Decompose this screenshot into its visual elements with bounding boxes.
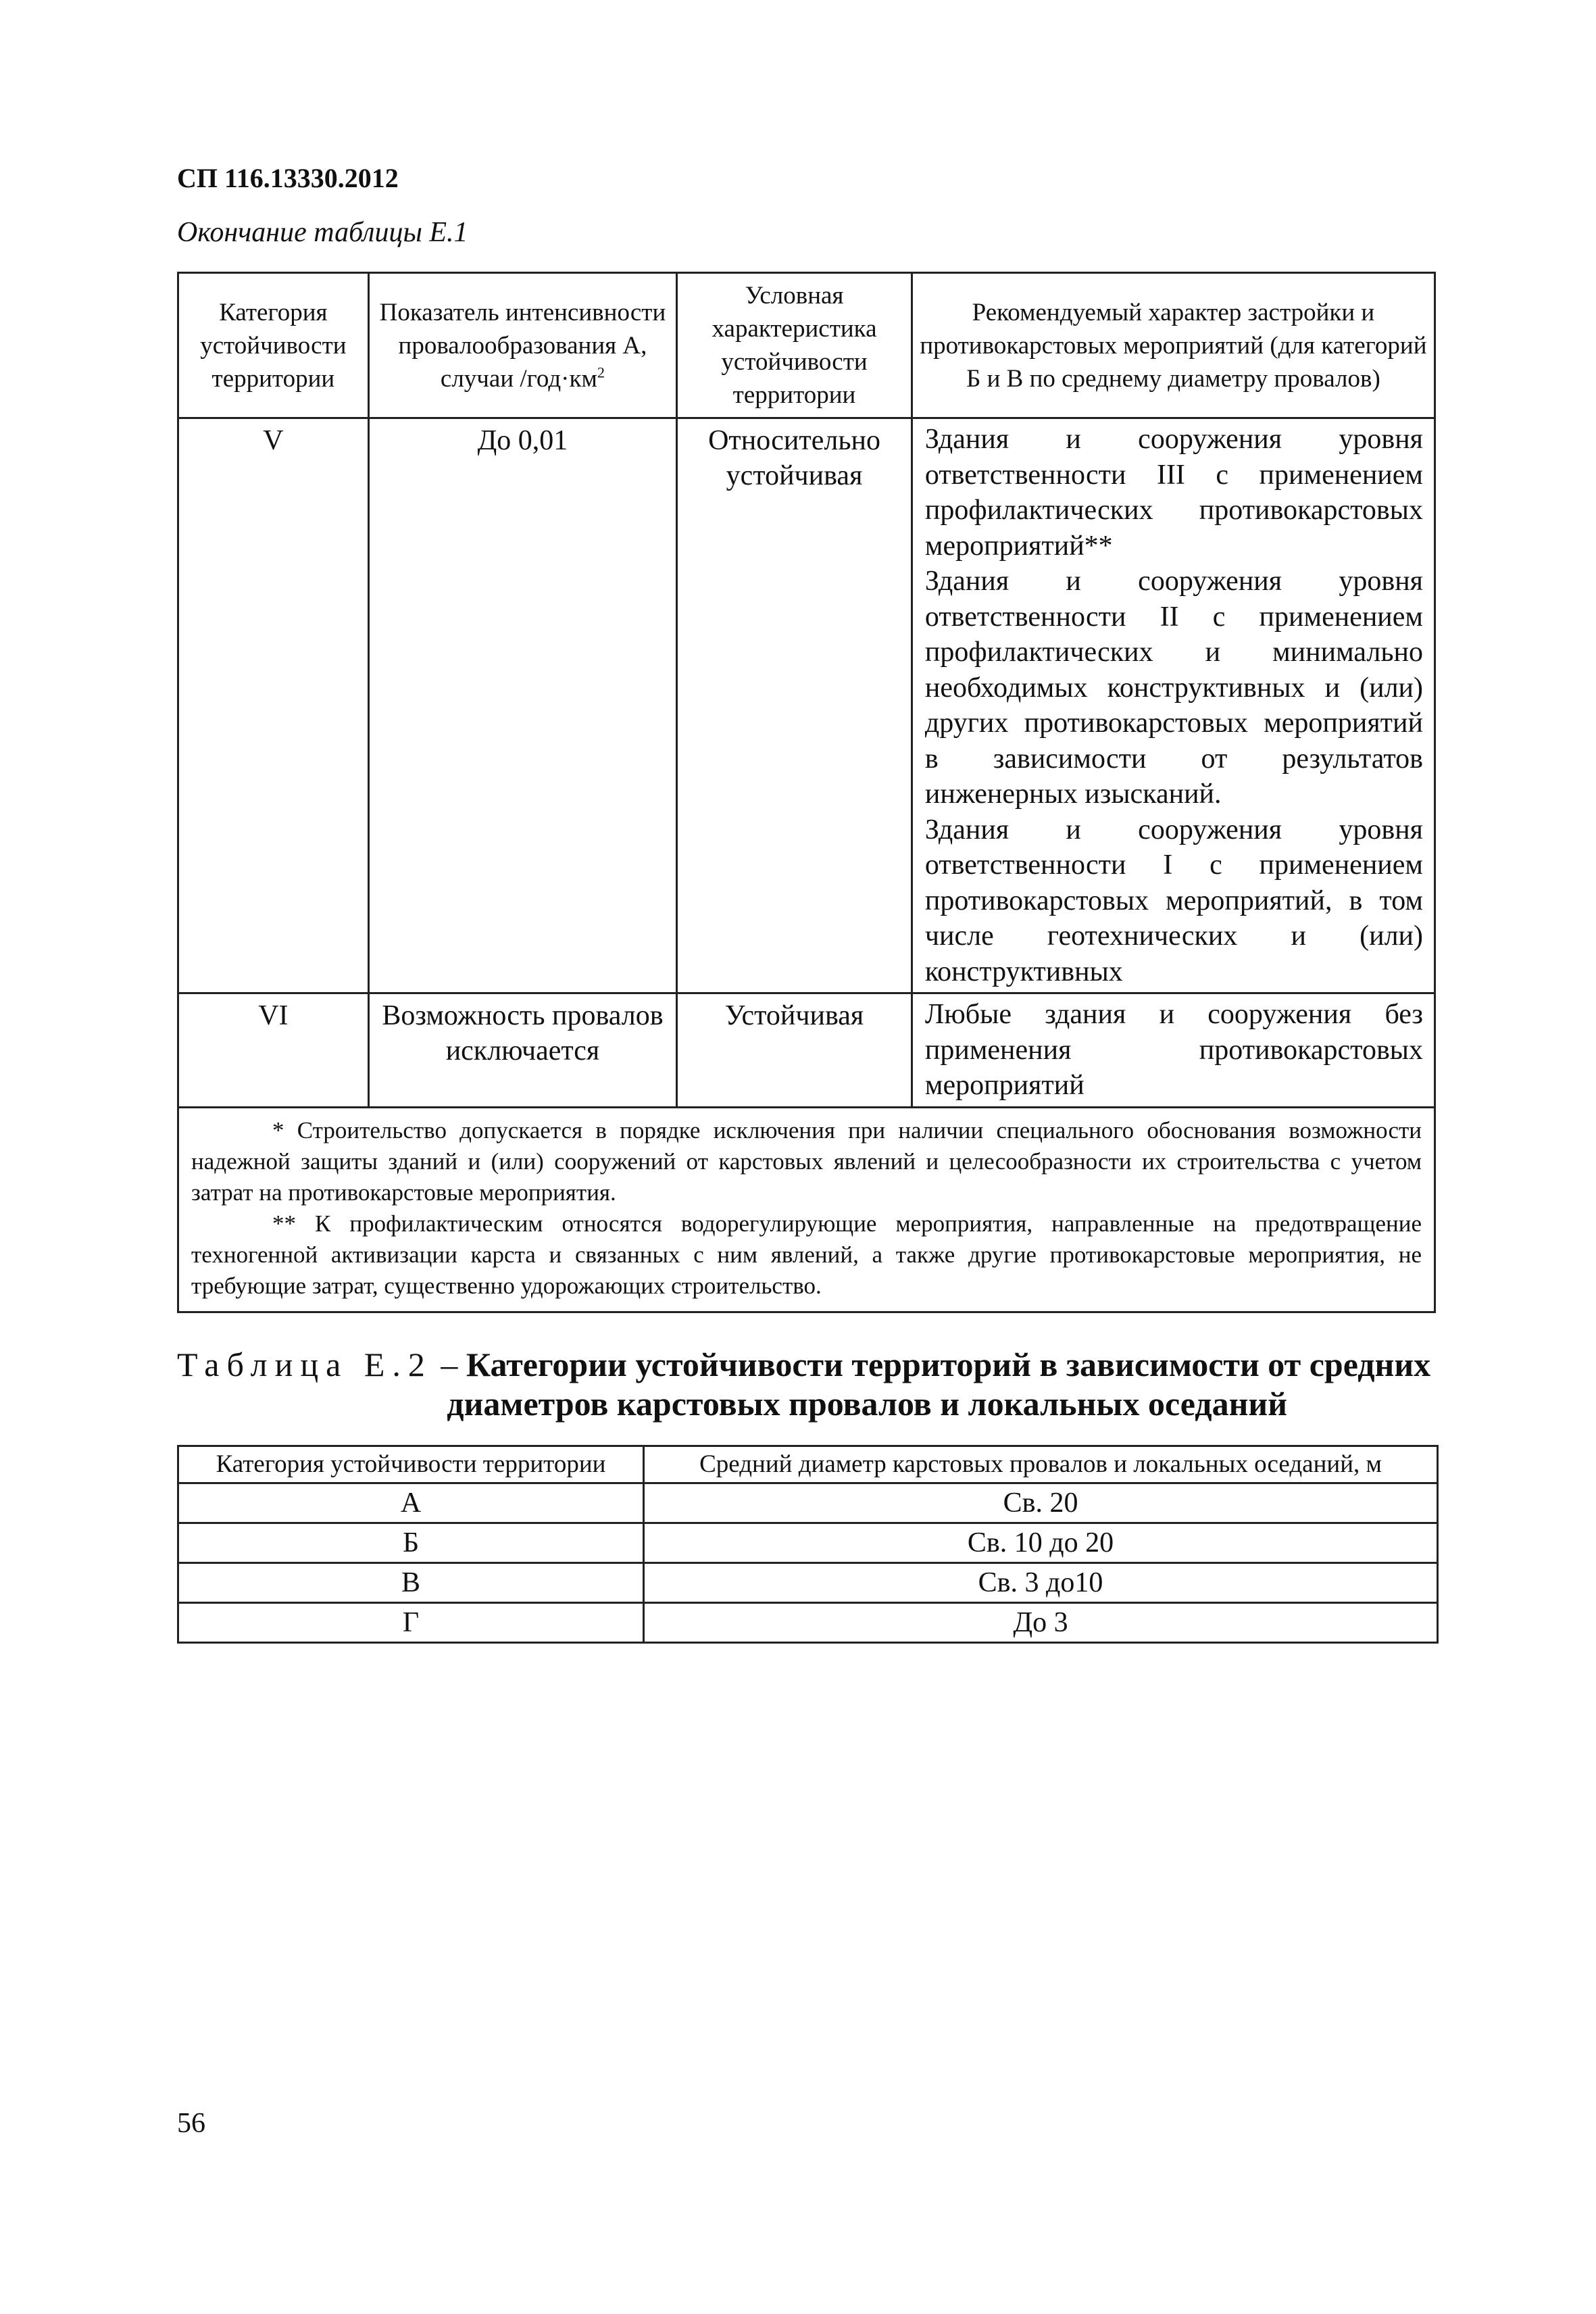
page-number: 56 bbox=[177, 2108, 205, 2139]
table-row bbox=[178, 993, 1435, 1108]
table-row bbox=[178, 1603, 1438, 1643]
table-header-row bbox=[178, 273, 1435, 418]
table-e2-title-line2: диаметров карстовых провалов и локальных оседаний bbox=[447, 1385, 1287, 1423]
table-row bbox=[178, 418, 1435, 993]
header-characteristic: Условная характеристика устойчивости территории bbox=[677, 273, 912, 418]
header-category: Категория устойчивости территории bbox=[178, 1446, 644, 1483]
cell-category: VI bbox=[178, 993, 369, 1108]
table-e2-title-line1: Категории устойчивости территорий в зависимости от средних bbox=[466, 1346, 1431, 1383]
cell-category: Б bbox=[178, 1523, 644, 1563]
header-intensity-unit-sup: 2 bbox=[597, 364, 605, 381]
footnote-2: ** К профилактическим относятся водорегулирующие мероприятия, направленные на предотвращение техногенной активизации карста и связанных с ним явлений, а также другие противокарстовые мероприятия, не требующие затрат, существенно удорожающих строительство. bbox=[191, 1210, 1422, 1299]
header-intensity bbox=[368, 273, 676, 418]
recommendation-paragraph: Здания и сооружения уровня ответственности II с применением профилактических и минимально необходимых конструктивных и (или) других противокарстовых мероприятий в зависимости от результатов инженерных изысканий. bbox=[924, 566, 1423, 810]
table-row bbox=[178, 1483, 1438, 1523]
table-row bbox=[178, 1523, 1438, 1563]
cell-category: V bbox=[178, 418, 369, 993]
header-recommendation: Рекомендуемый характер застройки и противокарстовых мероприятий (для категорий Б и В по среднему диаметру провалов) bbox=[912, 273, 1435, 418]
cell-notes bbox=[178, 1107, 1435, 1312]
table-caption: Окончание таблицы Е.1 bbox=[177, 217, 468, 248]
table-row bbox=[178, 1563, 1438, 1603]
notes-row bbox=[178, 1107, 1435, 1312]
table-e2 bbox=[177, 1445, 1439, 1644]
cell-intensity: Возможность провалов исключается bbox=[368, 993, 676, 1108]
cell-diameter: Св. 3 до10 bbox=[644, 1563, 1438, 1603]
recommendation-paragraph: Здания и сооружения уровня ответственности III с применением профилактических противокарстовых мероприятий** bbox=[924, 424, 1423, 562]
document-code: СП 116.13330.2012 bbox=[177, 163, 399, 193]
recommendation-paragraph: Здания и сооружения уровня ответственности I с применением противокарстовых мероприятий, в том числе геотехнических и (или) конструктивных bbox=[924, 814, 1423, 987]
footnote-1: * Строительство допускается в порядке исключения при наличии специального обоснования возможности надежной защиты зданий и (или) сооружений от карстовых явлений и целесообразности их строительства с учетом затрат на противокарстовые мероприятия. bbox=[191, 1116, 1422, 1206]
cell-category: А bbox=[178, 1483, 644, 1523]
cell-category: Г bbox=[178, 1603, 644, 1643]
cell-diameter: Св. 20 bbox=[644, 1483, 1438, 1523]
recommendation-paragraph: Любые здания и сооружения без применения противокарстовых мероприятий bbox=[924, 999, 1423, 1101]
table-e2-dash: – bbox=[432, 1346, 466, 1383]
cell-characteristic: Относительно устойчивая bbox=[677, 418, 912, 993]
header-diameter: Средний диаметр карстовых провалов и локальных оседаний, м bbox=[644, 1446, 1438, 1483]
table-e2-title bbox=[177, 1345, 1436, 1423]
header-category: Категория устойчивости территории bbox=[178, 273, 369, 418]
cell-recommendation bbox=[912, 993, 1435, 1108]
header-intensity-unit: случаи /год·км bbox=[440, 364, 597, 393]
cell-intensity: До 0,01 bbox=[368, 418, 676, 993]
table-e2-label: Таблица Е.2 bbox=[177, 1346, 432, 1383]
header-intensity-main: Показатель интенсивности провалообразования А, bbox=[379, 298, 666, 360]
cell-diameter: До 3 bbox=[644, 1603, 1438, 1643]
table-header-row bbox=[178, 1446, 1438, 1483]
cell-characteristic: Устойчивая bbox=[677, 993, 912, 1108]
table-e1 bbox=[177, 272, 1436, 1313]
cell-recommendation bbox=[912, 418, 1435, 993]
cell-diameter: Св. 10 до 20 bbox=[644, 1523, 1438, 1563]
cell-category: В bbox=[178, 1563, 644, 1603]
